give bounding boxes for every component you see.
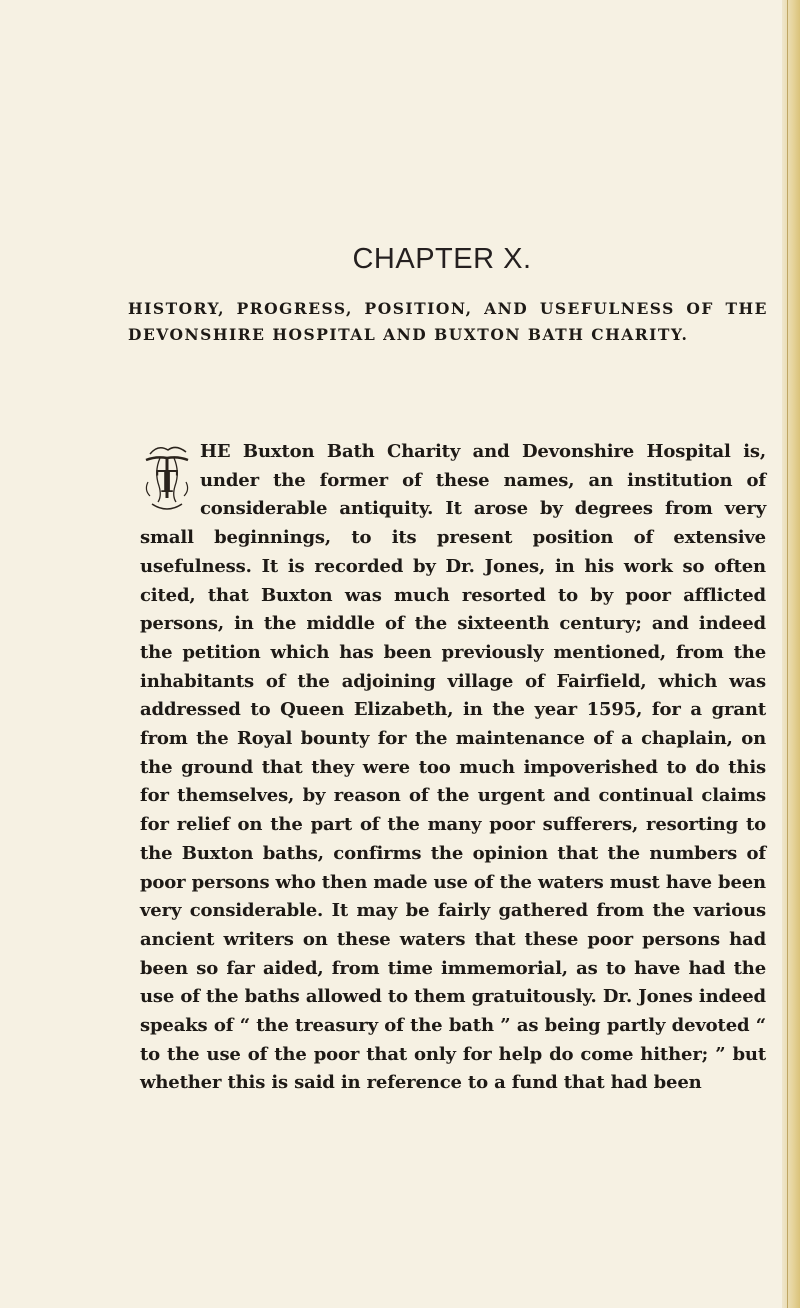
chapter-title: CHAPTER X. bbox=[352, 243, 532, 275]
body-text: HE Buxton Bath Charity and Devonshire Hospital is, under the former of these names, an institution of considerable antiquity. It arose by degrees from very small beginnings, to its present position of extensive usefulness. It is recorded by Dr. Jones, in his work so often cited, that Buxton was much resorted to by poor afflicted persons, in the middle of the sixteenth century; and indeed the petition which has been previously mentioned, from the inhabitants of the adjoining village of Fairfield, which was addressed to Queen Elizabeth, in the year 1595, for a grant from the Royal bounty for the maintenance of a chaplain, on the ground that they were too much impoverished to do this for themselves, by reason of the urgent and continual claims for relief on the part of the many poor sufferers, resorting to the Buxton baths, confirms the opinion that the numbers of poor persons who then made use of the waters must have been very considerable. It may be fairly gathered from the various ancient writers on these waters that these poor persons had been so far aided, from time immemorial, as to have had the use of the baths allowed to them gratuitously. Dr. Jones indeed speaks of “ the treasury of the bath ” as being partly devoted “ to the use of the poor that only for help do come hither; ” but whether this is said in reference to a fund that had been bbox=[140, 441, 766, 1094]
page-edge bbox=[782, 0, 800, 1308]
drop-cap-letter: T bbox=[155, 465, 179, 500]
page-edge-line bbox=[787, 0, 788, 1308]
drop-cap bbox=[140, 442, 194, 514]
drop-cap-ornament-icon bbox=[140, 442, 194, 514]
chapter-subtitle: HISTORY, PROGRESS, POSITION, AND USEFULNESS OF THE DEVONSHIRE HOSPITAL AND BUXTON BATH CHARITY. bbox=[128, 299, 768, 344]
body-paragraph bbox=[140, 438, 766, 1098]
